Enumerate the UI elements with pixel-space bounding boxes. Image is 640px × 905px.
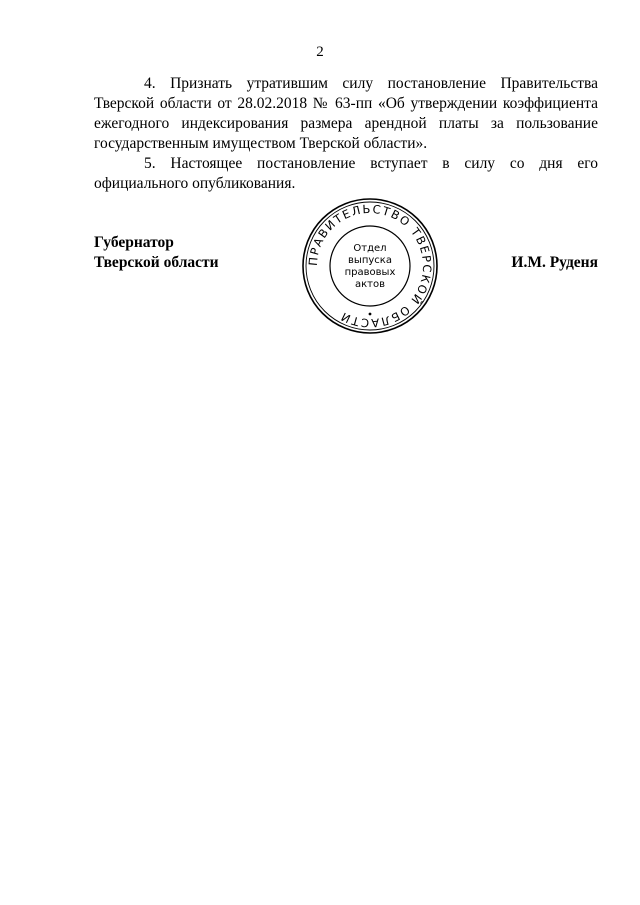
stamp-line-1: Отдел bbox=[353, 243, 387, 254]
document-body bbox=[94, 74, 598, 194]
signatory-position-line1: Губернатор bbox=[94, 234, 174, 251]
signatory-name: И.М. Руденя bbox=[511, 254, 598, 271]
paragraph-4: 4. Признать утратившим силу постановление Правительства Тверской области от 28.02.2018 № 63-пп «Об утверждении коэффициента ежегодного индексирования размера арендной платы за пользование государственным имуществом Тверской области». bbox=[94, 75, 598, 152]
stamp-line-3: правовых bbox=[344, 267, 396, 278]
page-number: 2 bbox=[316, 44, 324, 60]
signatory-position-line2: Тверской области bbox=[94, 254, 219, 271]
signatory-position bbox=[94, 233, 219, 273]
stamp-line-2: выпуска bbox=[348, 255, 392, 266]
stamp-line-4: актов bbox=[354, 279, 386, 290]
paragraph-5: 5. Настоящее постановление вступает в силу со дня его официального опубликования. bbox=[94, 155, 598, 192]
official-stamp bbox=[300, 196, 440, 336]
stamp-ring-text: ПРАВИТЕЛЬСТВО ТВЕРСКОЙ ОБЛАСТИ bbox=[305, 201, 435, 331]
